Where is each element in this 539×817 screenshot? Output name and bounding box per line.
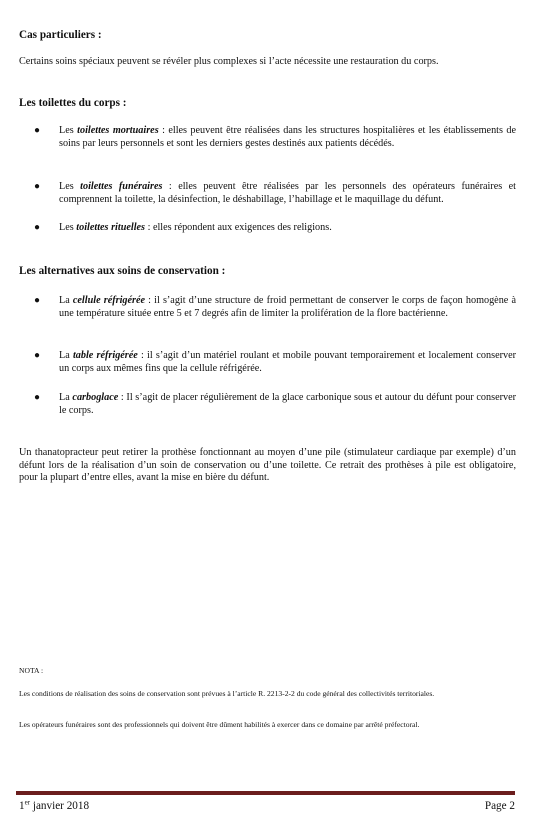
heading-toilettes: Les toilettes du corps : (19, 97, 127, 109)
bullet-icon: ● (34, 295, 41, 306)
list-item-text: La carboglace : Il s’agit de placer régulièrement de la glace carbonique sous et autour du défunt pour conserver le corps. (59, 392, 516, 416)
list-item-text: Les toilettes rituelles : elles répondent aux exigences des religions. (59, 222, 332, 233)
bullet-icon: ● (34, 181, 41, 192)
footer-date: 1er janvier 2018 (19, 798, 90, 812)
heading-cas-particuliers: Cas particuliers : (19, 29, 102, 41)
bullet-icon: ● (34, 350, 41, 361)
list-item-text: La table réfrigérée : il s’agit d’un matériel roulant et mobile pouvant temporairement et localement conserver un corps aux mêmes fins que la cellule réfrigérée. (59, 350, 516, 374)
list-item-text: Les toilettes funéraires : elles peuvent être réalisées par les personnels des opérateurs funéraires et comprennent la toilette, la désinfection, le déshabillage, l’habillage et le maquillage du défunt. (59, 181, 516, 205)
list-item-text: La cellule réfrigérée : il s’agit d’une structure de froid permettant de conserver le corps de façon homogène à une température située entre 5 et 7 degrés afin de limiter la prolifération de la flore bactérienne. (59, 295, 516, 319)
list-item-text: Les toilettes mortuaires : elles peuvent être réalisées dans les structures hospitalières et les établissements de soins par leurs personnels et sont les derniers gestes destinés aux patients décédés. (59, 125, 516, 149)
bullet-icon: ● (34, 125, 41, 136)
paragraph-prothese: Un thanatopracteur peut retirer la prothèse fonctionnant au moyen d’une pile (stimulateur cardiaque par exemple) d’un défunt lors de la réalisation d’un soin de conservation ou d’une toilette. Ce retrait des prothèses à pile est obligatoire, pour la plupart d’entre elles, avant la mise en bière du défunt. (19, 447, 516, 483)
nota-paragraph-1: Les conditions de réalisation des soins de conservation sont prévues à l’article R. 2213-2-2 du code général des collectivités territoriales. (19, 689, 435, 698)
bullet-icon: ● (34, 392, 41, 403)
footer-rule (16, 791, 515, 795)
heading-alternatives: Les alternatives aux soins de conservation : (19, 265, 226, 277)
bullet-icon: ● (34, 222, 41, 233)
nota-label: NOTA : (19, 666, 44, 675)
page-number: Page 2 (484, 800, 515, 812)
nota-paragraph-2: Les opérateurs funéraires sont des professionnels qui doivent être dûment habilités à exercer dans ce domaine par arrêté préfectoral. (19, 720, 420, 729)
paragraph-cas-particuliers: Certains soins spéciaux peuvent se révéler plus complexes si l’acte nécessite une restauration du corps. (19, 56, 439, 67)
